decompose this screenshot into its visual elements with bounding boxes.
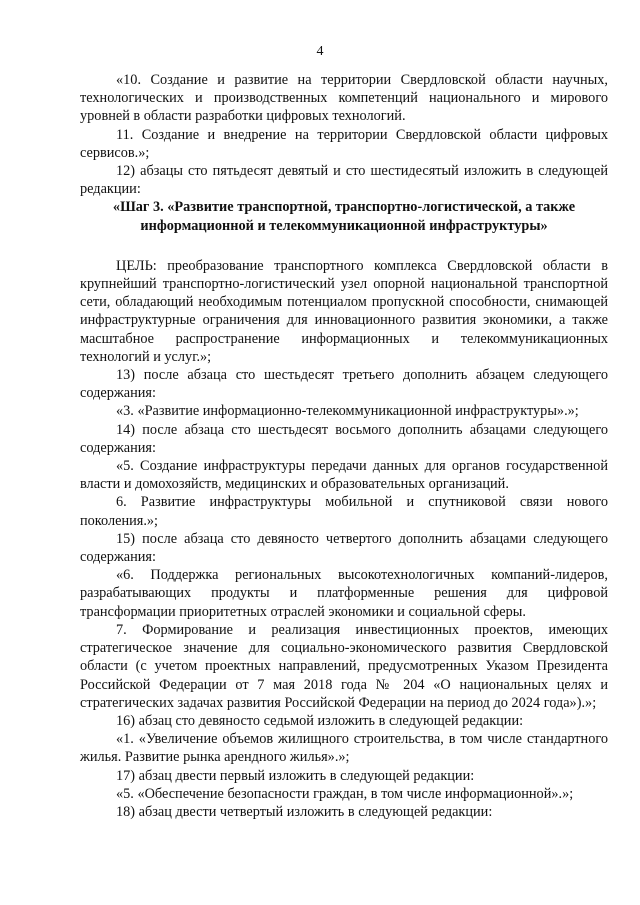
paragraph-item-5-data-infra: «5. Создание инфраструктуры передачи данных для органов государственной власти и домохозяйств, медицинских и образовательных организаций. (80, 458, 608, 493)
paragraph-item-6-leaders: «6. Поддержка региональных высокотехнологичных компаний-лидеров, разрабатывающих продукты и платформенные решения для цифровой трансформации приоритетных отраслей экономики и социальной сферы. (80, 567, 608, 620)
paragraph-11-digital-services: 11. Создание и внедрение на территории Свердловской области цифровых сервисов.»; (80, 126, 608, 161)
paragraph-amend-15: 15) после абзаца сто девяносто четвертого дополнить абзацами следующего содержания: (80, 530, 608, 566)
paragraph-item-1-housing: «1. «Увеличение объемов жилищного строительства, в том числе стандартного жилья. Развитие рынка арендного жилья».»; (80, 731, 608, 766)
paragraph-item-6-mobile: 6. Развитие инфраструктуры мобильной и спутниковой связи нового поколения.»; (80, 494, 608, 529)
paragraph-item-7-investment: 7. Формирование и реализация инвестиционных проектов, имеющих стратегическое значение для социально-экономического развития Свердловской области (с учетом проектных направлений, предусмотренных Указом Президента Российской Федерации от 7 мая 2018 года № 204 «О национальных целях и стратегических задачах развития Российской Федерации на период до 2024 года»).»; (80, 621, 608, 711)
paragraph-amend-16: 16) абзац сто девяносто седьмой изложить в следующей редакции: (116, 712, 524, 729)
document-body (80, 71, 608, 821)
paragraph-amend-18: 18) абзац двести четвертый изложить в следующей редакции: (116, 803, 493, 820)
paragraph-amend-17: 17) абзац двести первый изложить в следующей редакции: (116, 767, 475, 784)
paragraph-amend-14: 14) после абзаца сто шестьдесят восьмого дополнить абзацами следующего содержания: (80, 421, 608, 456)
paragraph-amend-13: 13) после абзаца сто шестьдесят третьего дополнить абзацем следующего содержания: (80, 367, 608, 402)
page-number: 4 (316, 44, 324, 59)
paragraph-10-science: «10. Создание и развитие на территории Свердловской области научных, технологических и производственных компетенций национального и мирового уровней в области разработки цифровых технологий. (80, 72, 608, 125)
paragraph-item-5-security: «5. «Обеспечение безопасности граждан, в том числе информационной».»; (116, 785, 574, 802)
paragraph-amend-12: 12) абзацы сто пятьдесят девятый и сто шестидесятый изложить в следующей редакции: (80, 163, 608, 198)
paragraph-item-3: «3. «Развитие информационно-телекоммуникационной инфраструктуры».»; (116, 403, 579, 420)
paragraph-goal: ЦЕЛЬ: преобразование транспортного комплекса Свердловской области в крупнейший транспортно-логистический узел опорной национальной транспортной сети, обладающий необходимым потенциалом пропускной способности, снимающей инфраструктурные ограничения для инновационного развития экономики, а также масштабное распространение информационных и телекоммуникационных технологий и услуг.»; (80, 257, 608, 365)
section-heading-step-3: «Шаг 3. «Развитие транспортной, транспортно-логистической, а также информационной и телекоммуникационной инфраструктуры» (112, 199, 576, 234)
